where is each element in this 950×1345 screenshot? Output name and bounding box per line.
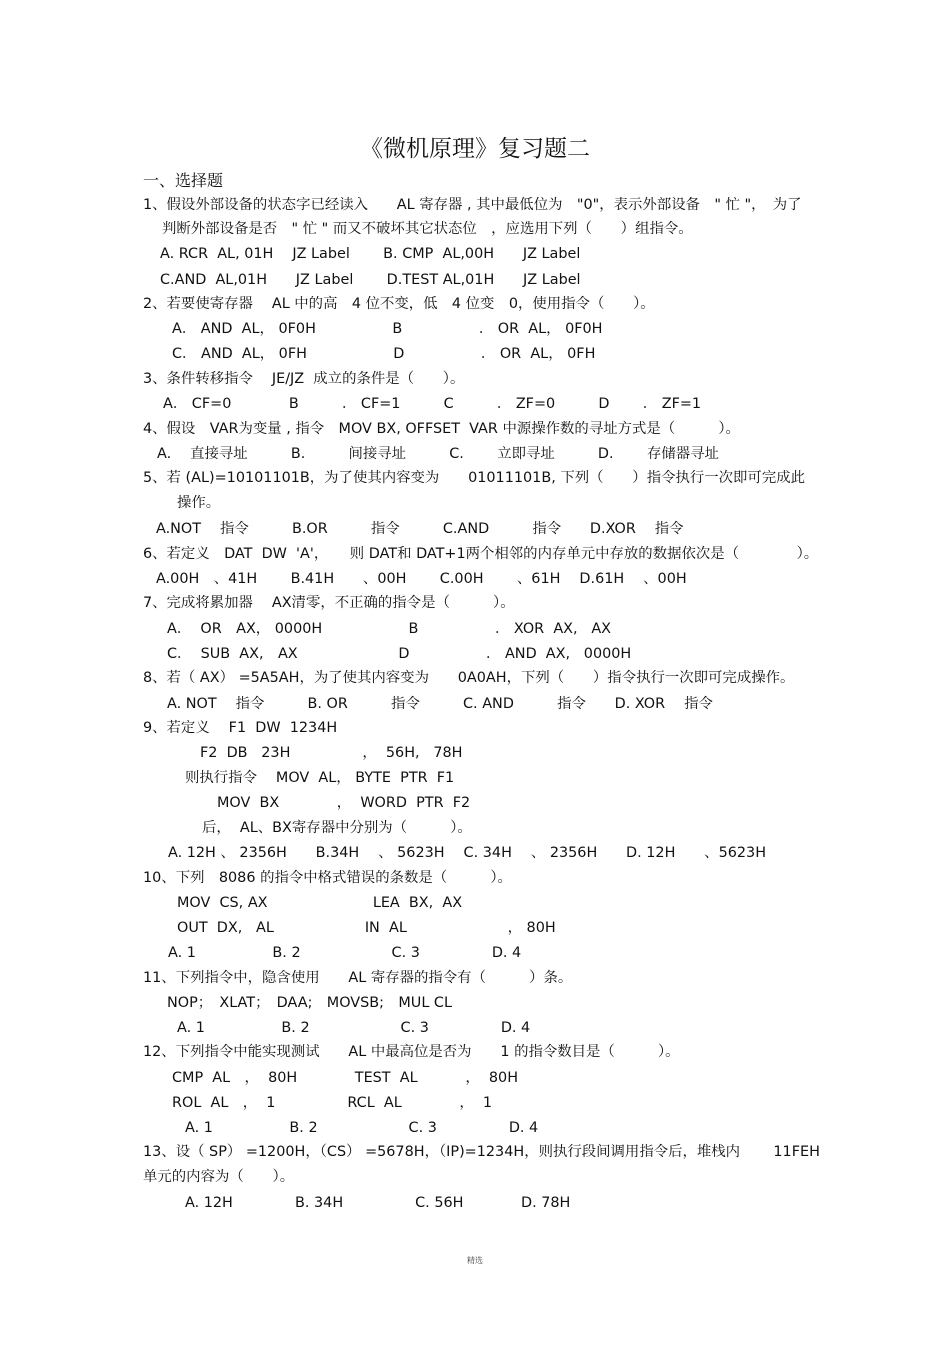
question-line: 11、下列指令中，隐含使用 AL 寄存器的指令有（ ）条。: [143, 970, 573, 986]
option-line: A.00H 、41H B.41H 、00H C.00H 、61H D.61H 、00H: [156, 571, 687, 587]
document-title: 《微机原理》复习题二: [360, 136, 590, 162]
footer-text: 精选: [467, 1256, 483, 1265]
option-line: A. 1 B. 2 C. 3 D. 4: [168, 945, 522, 961]
question-line: 7、完成将累加器 AX清零，不正确的指令是（ ）。: [143, 595, 515, 611]
code-line: OUT DX, AL IN AL ， 80H: [177, 920, 556, 936]
question-line: 2、若要使寄存器 AL 中的高 4 位不变，低 4 位变 0，使用指令（ ）。: [143, 296, 655, 312]
option-line: A． AND AL， 0F0H B ． OR AL， 0F0H: [172, 321, 603, 337]
question-line: 10、下列 8086 的指令中格式错误的条数是（ ）。: [143, 870, 512, 886]
code-line: MOV BX ， WORD PTR F2: [217, 795, 471, 811]
code-line: MOV CS, AX LEA BX, AX: [177, 895, 463, 911]
option-line: A. 12H B. 34H C. 56H D. 78H: [185, 1195, 571, 1211]
question-line: 13、设（ SP） =1200H，（CS） =5678H，（IP)=1234H，则执行段间调用指令后，堆栈内 11FEH: [143, 1144, 820, 1160]
option-line: A. 1 B. 2 C. 3 D. 4: [185, 1120, 539, 1136]
section-heading: 一、选择题: [143, 171, 224, 190]
question-line: 单元的内容为（ ）。: [143, 1169, 295, 1185]
option-line: A. 直接寻址 B. 间接寻址 C. 立即寻址 D. 存储器寻址: [157, 446, 719, 462]
question-line: 1、假设外部设备的状态字已经读入 AL 寄存器 , 其中最低位为 "0"，表示外部设备 " 忙 "， 为了: [143, 197, 802, 213]
question-line: 3、条件转移指令 JE/JZ 成立的条件是（ ）。: [143, 371, 465, 387]
code-line: F2 DB 23H ， 56H, 78H: [200, 745, 463, 761]
code-line: 则执行指令 MOV AL， BYTE PTR F1: [185, 770, 455, 786]
option-line: A. 12H 、 2356H B.34H 、 5623H C. 34H 、 2356H D. 12H 、5623H: [168, 845, 767, 861]
code-line: ROL AL ， 1 RCL AL ， 1: [172, 1095, 493, 1111]
option-line: A． CF=0 B ． CF=1 C ． ZF=0 D ． ZF=1: [163, 396, 702, 412]
option-line: C． SUB AX, AX D ． AND AX, 0000H: [167, 646, 632, 662]
question-line: 判断外部设备是否 " 忙 " 而又不破坏其它状态位 ，应选用下列（ ）组指令。: [162, 221, 693, 237]
question-line: 12、下列指令中能实现测试 AL 中最高位是否为 1 的指令数目是（ ）。: [143, 1044, 680, 1060]
question-line: 6、若定义 DAT DW 'A'， 则 DAT和 DAT+1两个相邻的内存单元中存放的数据依次是（ ）。: [143, 546, 819, 562]
question-line: 8、若（ AX） =5A5AH，为了使其内容变为 0A0AH，下列（ ）指令执行一次即可完成操作。: [143, 670, 795, 686]
option-line: A. 1 B. 2 C. 3 D. 4: [177, 1020, 531, 1036]
option-line: A． OR AX， 0000H B ． XOR AX, AX: [167, 621, 612, 637]
question-line: 4、假设 VAR为变量 , 指令 MOV BX, OFFSET VAR 中源操作数的寻址方式是（ ）。: [143, 421, 740, 437]
option-line: A. NOT 指令 B. OR 指令 C. AND 指令 D. XOR 指令: [167, 696, 713, 712]
option-line: A. RCR AL, 01H JZ Label B. CMP AL,00H JZ Label: [160, 246, 581, 262]
option-line: C． AND AL， 0FH D ． OR AL， 0FH: [172, 346, 596, 362]
code-line: CMP AL ， 80H TEST AL ， 80H: [172, 1070, 519, 1086]
question-line: 5、若 (AL)=10101101B，为了使其内容变为 01011101B, 下列（ ）指令执行一次即可完成此: [143, 470, 805, 486]
code-line: NOP； XLAT； DAA; MOVSB; MUL CL: [167, 995, 452, 1011]
question-line: 9、若定义 F1 DW 1234H: [143, 720, 338, 736]
option-line: C.AND AL,01H JZ Label D.TEST AL,01H JZ Label: [160, 272, 581, 288]
question-line: 操作。: [177, 495, 221, 511]
question-line: 后， AL、BX寄存器中分别为（ ）。: [202, 820, 472, 836]
option-line: A.NOT 指令 B.OR 指令 C.AND 指令 D.XOR 指令: [156, 521, 684, 537]
